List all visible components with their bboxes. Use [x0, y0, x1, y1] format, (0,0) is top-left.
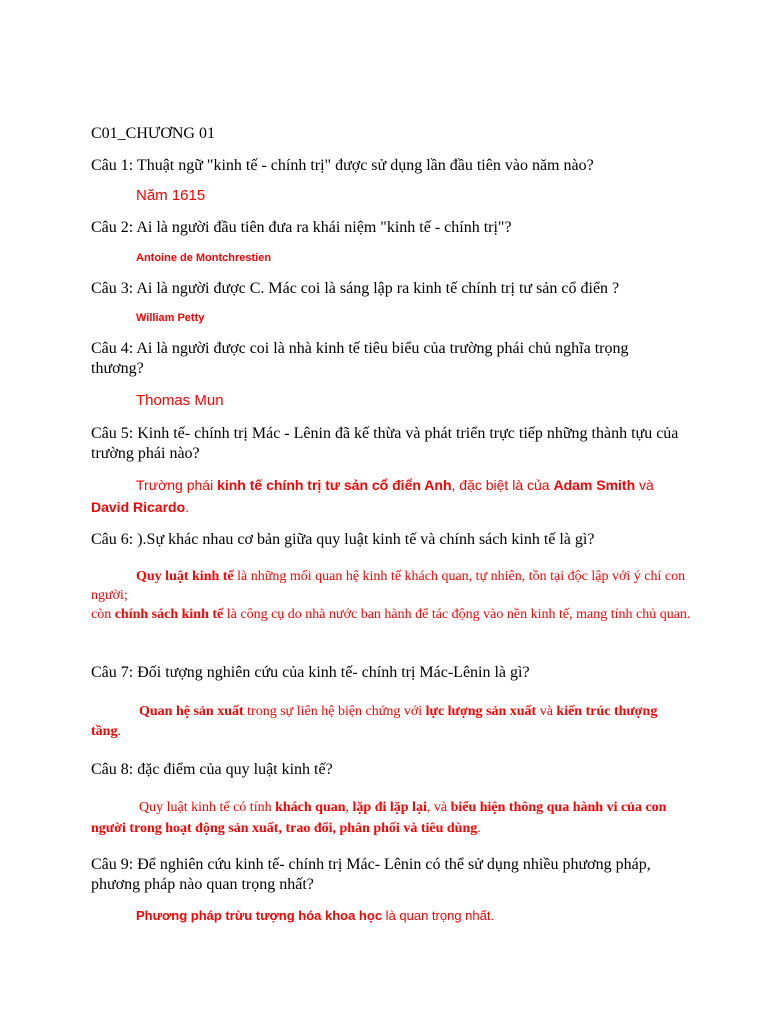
answer-8-text: ,: [345, 800, 353, 815]
answer-7-bold: Quan hệ sản xuất: [139, 704, 244, 719]
answer-8-bold: lặp đi lặp lại: [352, 800, 427, 815]
chapter-title: C01_CHƯƠNG 01: [91, 125, 215, 142]
answer-4: Thomas Mun: [136, 392, 224, 409]
answer-6-text: còn: [91, 607, 115, 622]
question-1: Câu 1: Thuật ngữ "kinh tế - chính trị" được sử dụng lần đầu tiên vào năm nào?: [91, 157, 594, 174]
answer-5-bold: Adam Smith: [553, 477, 636, 493]
question-2: Câu 2: Ai là người đầu tiên đưa ra khái niệm "kinh tế - chính trị"?: [91, 219, 512, 236]
question-6: Câu 6: ).Sự khác nhau cơ bản giữa quy luật kinh tế và chính sách kinh tế là gì?: [91, 531, 595, 548]
answer-2: Antoine de Montchrestien: [136, 252, 272, 264]
question-5: Câu 5: Kinh tế- chính trị Mác - Lênin đã kế thừa và phát triển trực tiếp những thành tựu của trường phái nào?: [91, 425, 679, 462]
answer-6-bold: Quy luật kinh tế: [136, 569, 234, 584]
answer-6: [91, 567, 691, 624]
answer-1: Năm 1615: [136, 187, 206, 204]
answer-7-text: và: [536, 704, 557, 719]
answer-6-text: là công cụ do nhà nước ban hành để tác động vào nền kinh tế, mang tính chủ quan.: [223, 607, 691, 622]
answer-7-bold: kiến trúc thượng tầng: [91, 704, 658, 739]
answer-9-text: là quan trọng nhất.: [382, 908, 495, 923]
question-4: Câu 4: Ai là người được coi là nhà kinh tế tiêu biểu của trường phái chủ nghĩa trọng thương?: [91, 340, 629, 377]
answer-3: William Petty: [136, 312, 205, 324]
answer-8-bold: biểu hiện thông qua hành vi của con người trong hoạt động sản xuất, trao đổi, phân phối và tiêu dùng: [91, 800, 667, 836]
answer-5-bold: kinh tế chính trị tư sản cổ điển Anh: [217, 477, 452, 493]
question-9: Câu 9: Để nghiên cứu kinh tế- chính trị Mác- Lênin có thể sử dụng nhiều phương pháp, phương pháp nào quan trọng nhất?: [91, 856, 651, 893]
answer-6-bold: chính sách kinh tế: [114, 607, 224, 622]
answer-5-text: Trường phái: [136, 477, 218, 493]
answer-6-text: là những mối quan hệ kinh tế khách quan, tự nhiên, tồn tại độc lập với ý chí con người;: [91, 569, 686, 603]
answer-8-text: .: [477, 821, 481, 836]
answer-6-line-2: [91, 605, 691, 624]
answer-7-text: trong sự liên hệ biện chứng với: [243, 704, 426, 719]
answer-8-text: Quy luật kinh tế có tính: [139, 800, 276, 815]
question-7: Câu 7: Đối tượng nghiên cứu của kinh tế- chính trị Mác-Lênin là gì?: [91, 664, 530, 681]
answer-6-line-1: [91, 567, 691, 605]
answer-9-bold: Phương pháp trừu tượng hóa khoa học: [136, 908, 383, 923]
question-8: Câu 8: đặc điểm của quy luật kinh tế?: [91, 761, 333, 778]
question-3: Câu 3: Ai là người được C. Mác coi là sáng lập ra kinh tế chính trị tư sản cổ điển ?: [91, 280, 620, 297]
answer-5-bold: David Ricardo: [91, 499, 186, 515]
answer-8: [91, 797, 681, 839]
answer-7-text: .: [117, 724, 121, 739]
answer-5-text: , đặc biệt là của: [451, 477, 554, 493]
answer-5: [91, 474, 681, 518]
answer-5-text: và: [635, 477, 654, 493]
answer-8-text: , và: [426, 800, 451, 815]
answer-8-bold: khách quan: [275, 800, 346, 815]
answer-7-bold: lực lượng sản xuất: [425, 704, 537, 719]
answer-5-text: .: [185, 499, 190, 515]
answer-9: [136, 906, 494, 926]
answer-7: [91, 702, 681, 742]
